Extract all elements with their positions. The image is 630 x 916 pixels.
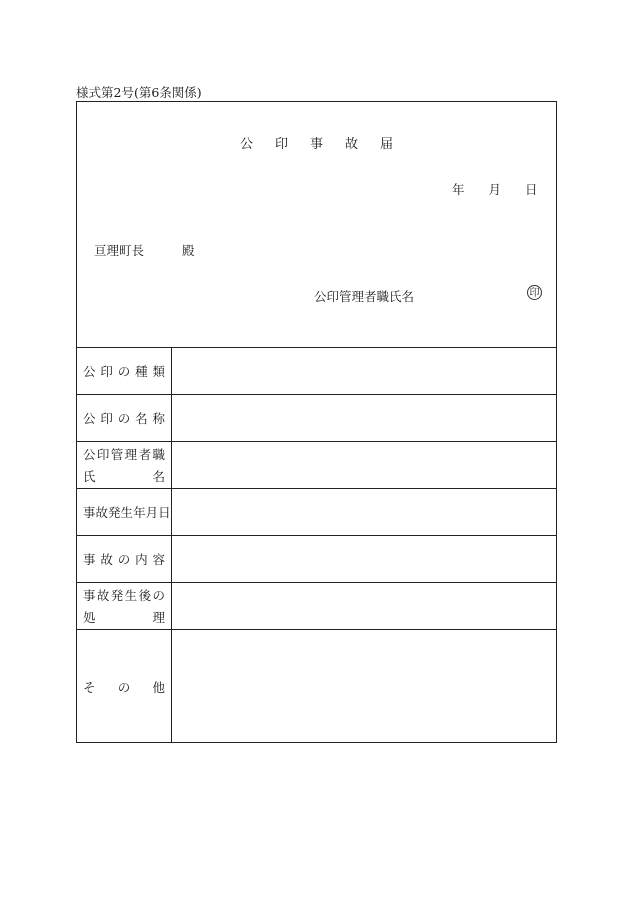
form-number: 様式第2号(第6条関係) — [76, 85, 202, 100]
form-title: 公印事故届 — [239, 137, 415, 152]
row-incident-details — [77, 536, 556, 583]
row-label-line1 — [83, 362, 165, 380]
row-value-seal-name[interactable] — [172, 395, 556, 441]
row-label-line1 — [83, 503, 171, 521]
label-char: 発 — [108, 505, 121, 520]
form-frame — [76, 101, 557, 743]
label-char: そ — [83, 679, 96, 695]
label-char: 称 — [152, 411, 165, 426]
row-label-line1 — [83, 550, 165, 568]
row-value-manager-name[interactable] — [172, 442, 556, 488]
row-manager-name — [77, 442, 556, 489]
label-char: 名 — [152, 469, 165, 484]
label-char: 理 — [152, 610, 165, 625]
label-char: 他 — [152, 679, 165, 695]
label-char: 名 — [135, 411, 148, 426]
row-post-incident-action — [77, 583, 556, 630]
row-seal-type — [77, 348, 556, 395]
date-month-label: 月 — [488, 182, 502, 197]
label-char: 容 — [152, 552, 165, 567]
label-char: の — [117, 364, 131, 379]
date-year-label: 年 — [452, 182, 465, 197]
label-char: 内 — [135, 552, 148, 567]
row-value-seal-type[interactable] — [172, 348, 556, 394]
label-char: 事 — [83, 588, 96, 603]
label-char: 印 — [100, 364, 113, 379]
row-label — [77, 489, 172, 535]
label-char: 管 — [110, 447, 124, 462]
label-char: 氏 — [83, 469, 96, 484]
row-label — [77, 395, 172, 441]
row-label — [77, 583, 172, 629]
row-other — [77, 630, 556, 743]
label-char: 生 — [124, 588, 138, 603]
label-char: 故 — [95, 505, 109, 520]
label-char: 公 — [83, 364, 96, 379]
label-char: 年 — [133, 505, 146, 520]
label-char: の — [117, 411, 131, 426]
label-char: 生 — [120, 505, 134, 520]
label-char: 種 — [135, 364, 148, 379]
label-char: 者 — [138, 447, 152, 462]
row-seal-name — [77, 395, 556, 442]
label-char: の — [117, 679, 131, 695]
row-value-other[interactable] — [172, 630, 556, 743]
row-value-incident-details[interactable] — [172, 536, 556, 582]
label-char: の — [117, 552, 131, 567]
row-value-incident-date[interactable] — [172, 489, 556, 535]
header-section — [77, 102, 556, 348]
row-label — [77, 348, 172, 394]
applicant-label: 公印管理者職氏名 — [314, 289, 415, 304]
row-label-line1 — [83, 678, 165, 696]
seal-mark: 印 — [527, 285, 542, 300]
row-label-line1 — [83, 445, 165, 463]
form-table — [77, 348, 556, 743]
row-value-post-incident-action[interactable] — [172, 583, 556, 629]
label-char: 印 — [100, 411, 113, 426]
label-char: 発 — [110, 588, 124, 603]
label-char: 事 — [83, 552, 96, 567]
addressee — [94, 241, 195, 259]
row-label-line2 — [83, 608, 165, 626]
label-char: 職 — [152, 447, 165, 462]
row-label — [77, 536, 172, 582]
addressee-honorific: 殿 — [182, 243, 195, 258]
label-char: 日 — [158, 505, 171, 520]
row-incident-date — [77, 489, 556, 536]
label-char: 印 — [96, 447, 110, 462]
label-char: 事 — [83, 505, 96, 520]
label-char: 月 — [145, 505, 159, 520]
label-char: 公 — [83, 411, 96, 426]
addressee-name: 亘理町長 — [94, 243, 145, 258]
row-label-line1 — [83, 586, 165, 604]
row-label-line2 — [83, 467, 165, 485]
row-label — [77, 630, 172, 743]
date-day-label: 日 — [525, 182, 538, 197]
label-char: 後 — [138, 588, 152, 603]
label-char: 公 — [83, 447, 96, 462]
row-label — [77, 442, 172, 488]
label-char: 故 — [96, 588, 110, 603]
label-char: 理 — [124, 447, 138, 462]
date-line — [452, 180, 538, 198]
label-char: 類 — [152, 364, 165, 379]
label-char: 故 — [100, 552, 113, 567]
label-char: の — [152, 588, 165, 603]
label-char: 処 — [83, 610, 96, 625]
row-label-line1 — [83, 409, 165, 427]
